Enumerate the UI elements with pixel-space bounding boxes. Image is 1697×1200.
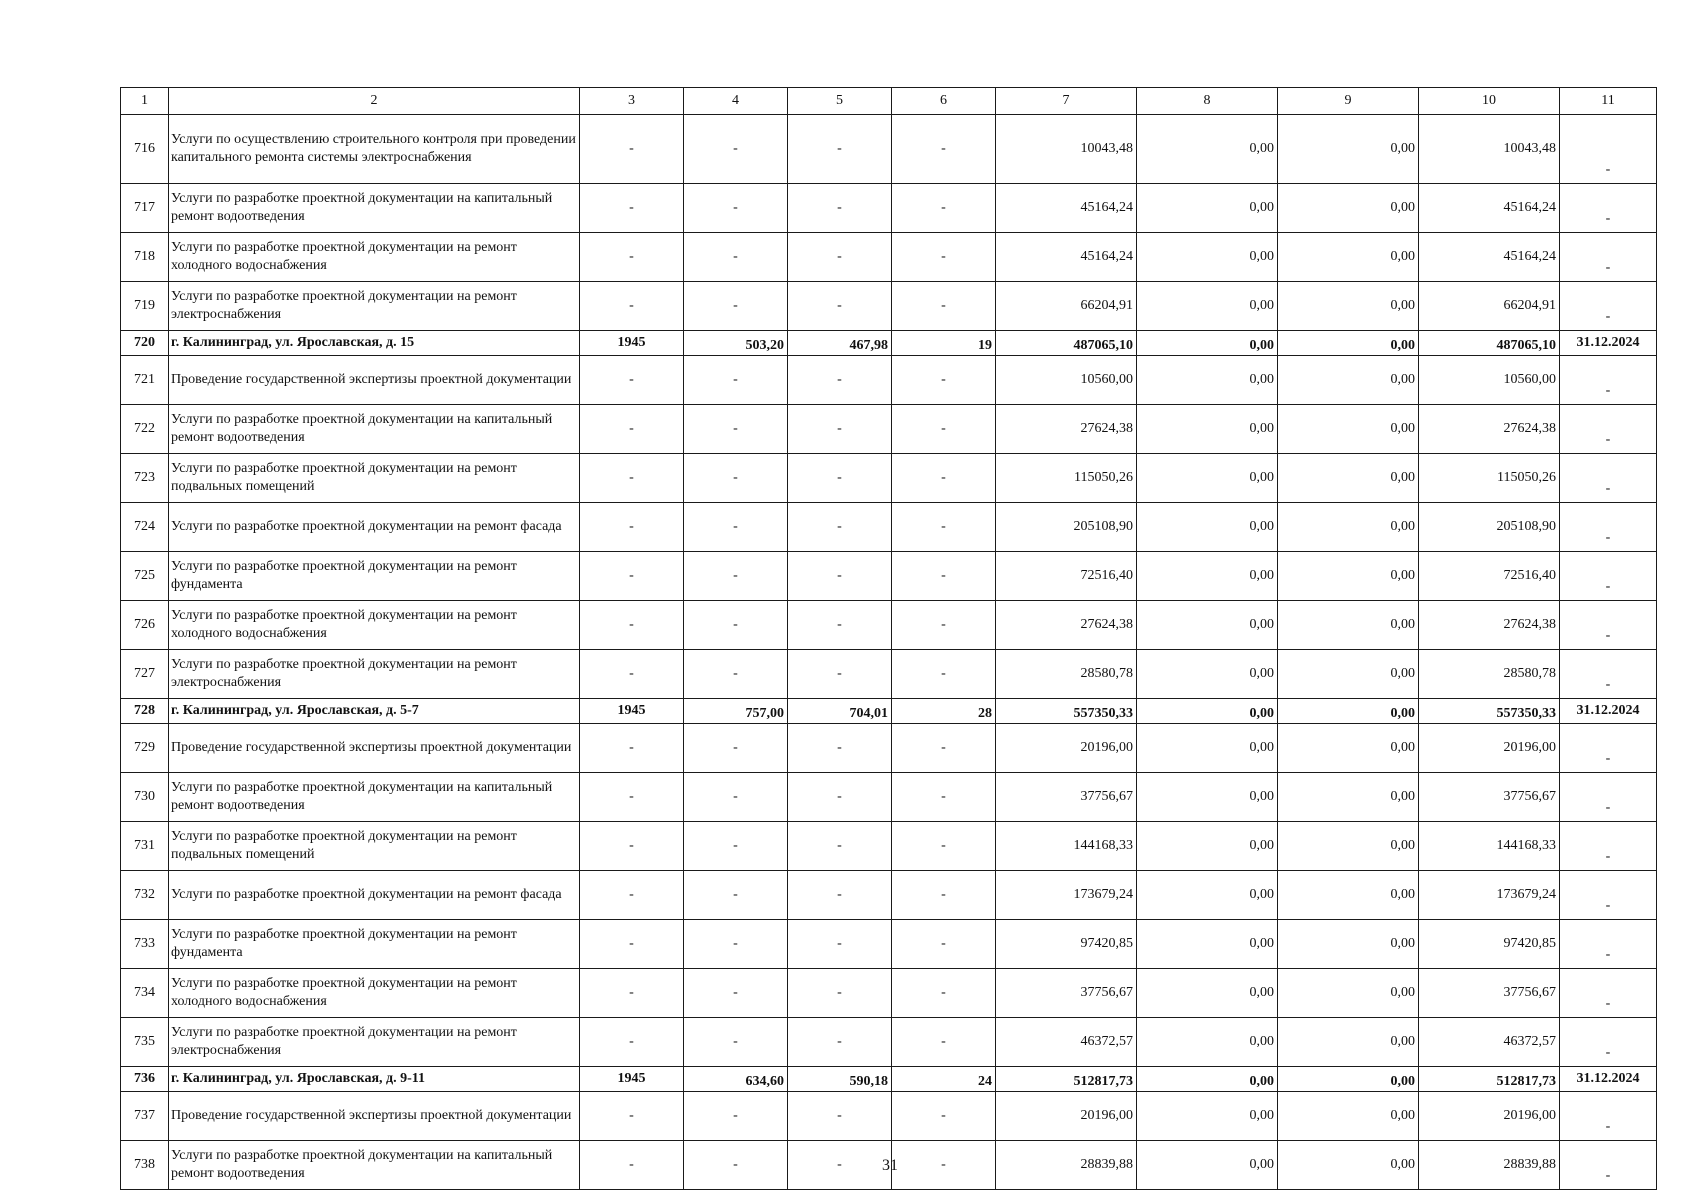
residents-cell: - — [892, 233, 996, 282]
work-name: Услуги по разработке проектной документации на ремонт электроснабжения — [169, 1018, 580, 1067]
row-number: 730 — [121, 773, 169, 822]
row-number: 717 — [121, 184, 169, 233]
header-col-6: 6 — [892, 88, 996, 115]
row-number: 719 — [121, 282, 169, 331]
total-cost-cell: 557350,33 — [996, 699, 1137, 724]
area-total-cell: - — [684, 969, 788, 1018]
area-living-cell: - — [788, 454, 892, 503]
year-cell: - — [580, 356, 684, 405]
budget-cost-cell: 0,00 — [1278, 822, 1419, 871]
fund-cost-cell: 0,00 — [1137, 822, 1278, 871]
area-living-cell: - — [788, 1018, 892, 1067]
residents-cell: - — [892, 552, 996, 601]
year-cell: 1945 — [580, 331, 684, 356]
residents-cell: 24 — [892, 1067, 996, 1092]
residents-cell: - — [892, 1092, 996, 1141]
owners-cost-cell: 37756,67 — [1419, 773, 1560, 822]
area-total-cell: - — [684, 356, 788, 405]
fund-cost-cell: 0,00 — [1137, 454, 1278, 503]
owners-cost-cell: 20196,00 — [1419, 724, 1560, 773]
work-name: Услуги по разработке проектной документации на ремонт холодного водоснабжения — [169, 233, 580, 282]
owners-cost-cell: 27624,38 — [1419, 601, 1560, 650]
area-living-cell: 467,98 — [788, 331, 892, 356]
residents-cell: - — [892, 503, 996, 552]
budget-cost-cell: 0,00 — [1278, 1141, 1419, 1190]
area-living-cell: 590,18 — [788, 1067, 892, 1092]
area-living-cell: 704,01 — [788, 699, 892, 724]
row-number: 716 — [121, 115, 169, 184]
year-cell: 1945 — [580, 1067, 684, 1092]
total-cost-cell: 45164,24 — [996, 233, 1137, 282]
residents-cell: - — [892, 724, 996, 773]
fund-cost-cell: 0,00 — [1137, 1018, 1278, 1067]
year-cell: - — [580, 1018, 684, 1067]
area-living-cell: - — [788, 724, 892, 773]
residents-cell: - — [892, 650, 996, 699]
owners-cost-cell: 27624,38 — [1419, 405, 1560, 454]
year-cell: - — [580, 969, 684, 1018]
residents-cell: - — [892, 282, 996, 331]
fund-cost-cell: 0,00 — [1137, 184, 1278, 233]
table-row — [121, 601, 1657, 650]
area-living-cell: - — [788, 920, 892, 969]
year-cell: 1945 — [580, 699, 684, 724]
budget-cost-cell: 0,00 — [1278, 233, 1419, 282]
year-cell: - — [580, 1092, 684, 1141]
row-number: 722 — [121, 405, 169, 454]
work-name: Проведение государственной экспертизы проектной документации — [169, 356, 580, 405]
owners-cost-cell: 557350,33 — [1419, 699, 1560, 724]
residents-cell: - — [892, 871, 996, 920]
deadline-cell: - — [1560, 871, 1657, 920]
header-col-4: 4 — [684, 88, 788, 115]
owners-cost-cell: 144168,33 — [1419, 822, 1560, 871]
header-col-11: 11 — [1560, 88, 1657, 115]
row-number: 731 — [121, 822, 169, 871]
total-cost-cell: 37756,67 — [996, 969, 1137, 1018]
row-number: 735 — [121, 1018, 169, 1067]
total-cost-cell: 27624,38 — [996, 601, 1137, 650]
owners-cost-cell: 115050,26 — [1419, 454, 1560, 503]
total-cost-cell: 45164,24 — [996, 184, 1137, 233]
table-row — [121, 1092, 1657, 1141]
year-cell: - — [580, 184, 684, 233]
area-total-cell: - — [684, 552, 788, 601]
area-total-cell: - — [684, 724, 788, 773]
deadline-cell: - — [1560, 773, 1657, 822]
year-cell: - — [580, 454, 684, 503]
owners-cost-cell: 46372,57 — [1419, 1018, 1560, 1067]
address-row — [121, 699, 1657, 724]
address-row — [121, 331, 1657, 356]
owners-cost-cell: 512817,73 — [1419, 1067, 1560, 1092]
fund-cost-cell: 0,00 — [1137, 233, 1278, 282]
owners-cost-cell: 487065,10 — [1419, 331, 1560, 356]
total-cost-cell: 37756,67 — [996, 773, 1137, 822]
table-row — [121, 356, 1657, 405]
area-total-cell: - — [684, 650, 788, 699]
address-row — [121, 1067, 1657, 1092]
residents-cell: - — [892, 405, 996, 454]
work-name: Услуги по разработке проектной документации на капитальный ремонт водоотведения — [169, 1141, 580, 1190]
year-cell: - — [580, 822, 684, 871]
row-number: 726 — [121, 601, 169, 650]
work-name: Услуги по разработке проектной документации на ремонт подвальных помещений — [169, 822, 580, 871]
budget-cost-cell: 0,00 — [1278, 115, 1419, 184]
fund-cost-cell: 0,00 — [1137, 1092, 1278, 1141]
deadline-cell: - — [1560, 115, 1657, 184]
work-name: Услуги по осуществлению строительного контроля при проведении капитального ремонта системы электроснабжения — [169, 115, 580, 184]
fund-cost-cell: 0,00 — [1137, 601, 1278, 650]
residents-cell: - — [892, 822, 996, 871]
deadline-cell: - — [1560, 1141, 1657, 1190]
header-col-9: 9 — [1278, 88, 1419, 115]
deadline-cell: - — [1560, 454, 1657, 503]
row-number: 733 — [121, 920, 169, 969]
owners-cost-cell: 66204,91 — [1419, 282, 1560, 331]
area-living-cell: - — [788, 871, 892, 920]
fund-cost-cell: 0,00 — [1137, 969, 1278, 1018]
table-row — [121, 650, 1657, 699]
area-total-cell: - — [684, 920, 788, 969]
owners-cost-cell: 28839,88 — [1419, 1141, 1560, 1190]
owners-cost-cell: 37756,67 — [1419, 969, 1560, 1018]
work-name: Услуги по разработке проектной документации на ремонт фасада — [169, 503, 580, 552]
deadline-cell: 31.12.2024 — [1560, 1067, 1657, 1092]
work-name: Проведение государственной экспертизы проектной документации — [169, 724, 580, 773]
deadline-cell: - — [1560, 356, 1657, 405]
work-name: Услуги по разработке проектной документации на капитальный ремонт водоотведения — [169, 184, 580, 233]
table-row — [121, 405, 1657, 454]
budget-cost-cell: 0,00 — [1278, 920, 1419, 969]
total-cost-cell: 72516,40 — [996, 552, 1137, 601]
area-living-cell: - — [788, 1092, 892, 1141]
budget-cost-cell: 0,00 — [1278, 282, 1419, 331]
budget-cost-cell: 0,00 — [1278, 773, 1419, 822]
table-row — [121, 282, 1657, 331]
residents-cell: - — [892, 969, 996, 1018]
table-row — [121, 552, 1657, 601]
work-name: г. Калининград, ул. Ярославская, д. 15 — [169, 331, 580, 356]
row-number: 737 — [121, 1092, 169, 1141]
budget-cost-cell: 0,00 — [1278, 1067, 1419, 1092]
deadline-cell: - — [1560, 282, 1657, 331]
total-cost-cell: 10560,00 — [996, 356, 1137, 405]
work-name: Услуги по разработке проектной документации на ремонт подвальных помещений — [169, 454, 580, 503]
year-cell: - — [580, 920, 684, 969]
year-cell: - — [580, 724, 684, 773]
work-name: Услуги по разработке проектной документации на капитальный ремонт водоотведения — [169, 405, 580, 454]
fund-cost-cell: 0,00 — [1137, 356, 1278, 405]
budget-cost-cell: 0,00 — [1278, 1092, 1419, 1141]
deadline-cell: - — [1560, 601, 1657, 650]
owners-cost-cell: 28580,78 — [1419, 650, 1560, 699]
work-name: Услуги по разработке проектной документации на ремонт холодного водоснабжения — [169, 601, 580, 650]
fund-cost-cell: 0,00 — [1137, 650, 1278, 699]
row-number: 732 — [121, 871, 169, 920]
deadline-cell: - — [1560, 233, 1657, 282]
year-cell: - — [580, 233, 684, 282]
area-living-cell: - — [788, 1141, 892, 1190]
total-cost-cell: 28580,78 — [996, 650, 1137, 699]
area-total-cell: - — [684, 405, 788, 454]
budget-cost-cell: 0,00 — [1278, 699, 1419, 724]
owners-cost-cell: 10560,00 — [1419, 356, 1560, 405]
total-cost-cell: 173679,24 — [996, 871, 1137, 920]
fund-cost-cell: 0,00 — [1137, 920, 1278, 969]
header-col-8: 8 — [1137, 88, 1278, 115]
row-number: 721 — [121, 356, 169, 405]
area-living-cell: - — [788, 233, 892, 282]
deadline-cell: 31.12.2024 — [1560, 699, 1657, 724]
table-row — [121, 724, 1657, 773]
area-total-cell: 634,60 — [684, 1067, 788, 1092]
area-living-cell: - — [788, 969, 892, 1018]
area-total-cell: - — [684, 1018, 788, 1067]
owners-cost-cell: 45164,24 — [1419, 233, 1560, 282]
total-cost-cell: 487065,10 — [996, 331, 1137, 356]
row-number: 718 — [121, 233, 169, 282]
year-cell: - — [580, 405, 684, 454]
table-row — [121, 871, 1657, 920]
area-living-cell: - — [788, 115, 892, 184]
fund-cost-cell: 0,00 — [1137, 405, 1278, 454]
residents-cell: - — [892, 1141, 996, 1190]
row-number: 729 — [121, 724, 169, 773]
header-col-3: 3 — [580, 88, 684, 115]
work-name: Услуги по разработке проектной документации на ремонт холодного водоснабжения — [169, 969, 580, 1018]
fund-cost-cell: 0,00 — [1137, 282, 1278, 331]
table-body — [121, 88, 1657, 1190]
fund-cost-cell: 0,00 — [1137, 115, 1278, 184]
budget-cost-cell: 0,00 — [1278, 1018, 1419, 1067]
works-table — [120, 87, 1657, 1190]
work-name: Услуги по разработке проектной документации на ремонт фасада — [169, 871, 580, 920]
year-cell: - — [580, 282, 684, 331]
header-col-5: 5 — [788, 88, 892, 115]
residents-cell: - — [892, 773, 996, 822]
owners-cost-cell: 97420,85 — [1419, 920, 1560, 969]
year-cell: - — [580, 552, 684, 601]
owners-cost-cell: 45164,24 — [1419, 184, 1560, 233]
year-cell: - — [580, 115, 684, 184]
header-col-1: 1 — [121, 88, 169, 115]
year-cell: - — [580, 503, 684, 552]
fund-cost-cell: 0,00 — [1137, 1141, 1278, 1190]
owners-cost-cell: 20196,00 — [1419, 1092, 1560, 1141]
year-cell: - — [580, 773, 684, 822]
total-cost-cell: 10043,48 — [996, 115, 1137, 184]
total-cost-cell: 27624,38 — [996, 405, 1137, 454]
residents-cell: - — [892, 920, 996, 969]
deadline-cell: - — [1560, 552, 1657, 601]
row-number: 725 — [121, 552, 169, 601]
area-total-cell: - — [684, 454, 788, 503]
table-row — [121, 503, 1657, 552]
residents-cell: - — [892, 1018, 996, 1067]
work-name: г. Калининград, ул. Ярославская, д. 5-7 — [169, 699, 580, 724]
year-cell: - — [580, 601, 684, 650]
work-name: Проведение государственной экспертизы проектной документации — [169, 1092, 580, 1141]
fund-cost-cell: 0,00 — [1137, 871, 1278, 920]
total-cost-cell: 144168,33 — [996, 822, 1137, 871]
fund-cost-cell: 0,00 — [1137, 724, 1278, 773]
row-number: 734 — [121, 969, 169, 1018]
budget-cost-cell: 0,00 — [1278, 969, 1419, 1018]
row-number: 723 — [121, 454, 169, 503]
total-cost-cell: 115050,26 — [996, 454, 1137, 503]
area-total-cell: - — [684, 184, 788, 233]
residents-cell: 19 — [892, 331, 996, 356]
area-total-cell: - — [684, 282, 788, 331]
area-total-cell: 757,00 — [684, 699, 788, 724]
area-total-cell: - — [684, 601, 788, 650]
area-total-cell: - — [684, 503, 788, 552]
header-col-10: 10 — [1419, 88, 1560, 115]
work-name: Услуги по разработке проектной документации на ремонт фундамента — [169, 552, 580, 601]
residents-cell: - — [892, 115, 996, 184]
total-cost-cell: 20196,00 — [996, 724, 1137, 773]
residents-cell: - — [892, 184, 996, 233]
deadline-cell: - — [1560, 650, 1657, 699]
deadline-cell: - — [1560, 184, 1657, 233]
area-total-cell: - — [684, 1141, 788, 1190]
budget-cost-cell: 0,00 — [1278, 405, 1419, 454]
total-cost-cell: 512817,73 — [996, 1067, 1137, 1092]
area-living-cell: - — [788, 773, 892, 822]
row-number: 736 — [121, 1067, 169, 1092]
area-total-cell: - — [684, 1092, 788, 1141]
header-col-7: 7 — [996, 88, 1137, 115]
table-row — [121, 115, 1657, 184]
year-cell: - — [580, 871, 684, 920]
work-name: Услуги по разработке проектной документации на ремонт фундамента — [169, 920, 580, 969]
fund-cost-cell: 0,00 — [1137, 699, 1278, 724]
deadline-cell: - — [1560, 405, 1657, 454]
table-row — [121, 184, 1657, 233]
year-cell: - — [580, 650, 684, 699]
budget-cost-cell: 0,00 — [1278, 552, 1419, 601]
residents-cell: - — [892, 601, 996, 650]
fund-cost-cell: 0,00 — [1137, 1067, 1278, 1092]
area-total-cell: 503,20 — [684, 331, 788, 356]
total-cost-cell: 28839,88 — [996, 1141, 1137, 1190]
area-living-cell: - — [788, 282, 892, 331]
owners-cost-cell: 10043,48 — [1419, 115, 1560, 184]
area-total-cell: - — [684, 115, 788, 184]
deadline-cell: - — [1560, 822, 1657, 871]
deadline-cell: - — [1560, 1092, 1657, 1141]
row-number: 720 — [121, 331, 169, 356]
row-number: 728 — [121, 699, 169, 724]
budget-cost-cell: 0,00 — [1278, 601, 1419, 650]
fund-cost-cell: 0,00 — [1137, 503, 1278, 552]
area-living-cell: - — [788, 356, 892, 405]
deadline-cell: - — [1560, 724, 1657, 773]
budget-cost-cell: 0,00 — [1278, 503, 1419, 552]
residents-cell: - — [892, 356, 996, 405]
table-row — [121, 233, 1657, 282]
total-cost-cell: 66204,91 — [996, 282, 1137, 331]
year-cell: - — [580, 1141, 684, 1190]
table-row — [121, 454, 1657, 503]
budget-cost-cell: 0,00 — [1278, 184, 1419, 233]
page-number: 31 — [882, 1157, 898, 1174]
budget-cost-cell: 0,00 — [1278, 331, 1419, 356]
area-living-cell: - — [788, 503, 892, 552]
deadline-cell: - — [1560, 920, 1657, 969]
total-cost-cell: 20196,00 — [996, 1092, 1137, 1141]
residents-cell: 28 — [892, 699, 996, 724]
owners-cost-cell: 205108,90 — [1419, 503, 1560, 552]
area-living-cell: - — [788, 405, 892, 454]
table-row — [121, 773, 1657, 822]
total-cost-cell: 205108,90 — [996, 503, 1137, 552]
owners-cost-cell: 72516,40 — [1419, 552, 1560, 601]
row-number: 724 — [121, 503, 169, 552]
budget-cost-cell: 0,00 — [1278, 356, 1419, 405]
deadline-cell: - — [1560, 1018, 1657, 1067]
fund-cost-cell: 0,00 — [1137, 552, 1278, 601]
area-living-cell: - — [788, 552, 892, 601]
owners-cost-cell: 173679,24 — [1419, 871, 1560, 920]
budget-cost-cell: 0,00 — [1278, 724, 1419, 773]
work-name: г. Калининград, ул. Ярославская, д. 9-11 — [169, 1067, 580, 1092]
area-total-cell: - — [684, 822, 788, 871]
deadline-cell: - — [1560, 503, 1657, 552]
area-living-cell: - — [788, 822, 892, 871]
row-number: 727 — [121, 650, 169, 699]
area-living-cell: - — [788, 650, 892, 699]
table-row — [121, 822, 1657, 871]
area-living-cell: - — [788, 601, 892, 650]
work-name: Услуги по разработке проектной документации на ремонт электроснабжения — [169, 282, 580, 331]
deadline-cell: 31.12.2024 — [1560, 331, 1657, 356]
header-col-2: 2 — [169, 88, 580, 115]
table-row — [121, 969, 1657, 1018]
table-row — [121, 1018, 1657, 1067]
column-number-header-row — [121, 88, 1657, 115]
work-name: Услуги по разработке проектной документации на ремонт электроснабжения — [169, 650, 580, 699]
work-name: Услуги по разработке проектной документации на капитальный ремонт водоотведения — [169, 773, 580, 822]
area-total-cell: - — [684, 871, 788, 920]
fund-cost-cell: 0,00 — [1137, 331, 1278, 356]
row-number: 738 — [121, 1141, 169, 1190]
area-total-cell: - — [684, 233, 788, 282]
area-living-cell: - — [788, 184, 892, 233]
budget-cost-cell: 0,00 — [1278, 871, 1419, 920]
total-cost-cell: 46372,57 — [996, 1018, 1137, 1067]
budget-cost-cell: 0,00 — [1278, 454, 1419, 503]
total-cost-cell: 97420,85 — [996, 920, 1137, 969]
fund-cost-cell: 0,00 — [1137, 773, 1278, 822]
area-total-cell: - — [684, 773, 788, 822]
deadline-cell: - — [1560, 969, 1657, 1018]
residents-cell: - — [892, 454, 996, 503]
table-row — [121, 920, 1657, 969]
budget-cost-cell: 0,00 — [1278, 650, 1419, 699]
